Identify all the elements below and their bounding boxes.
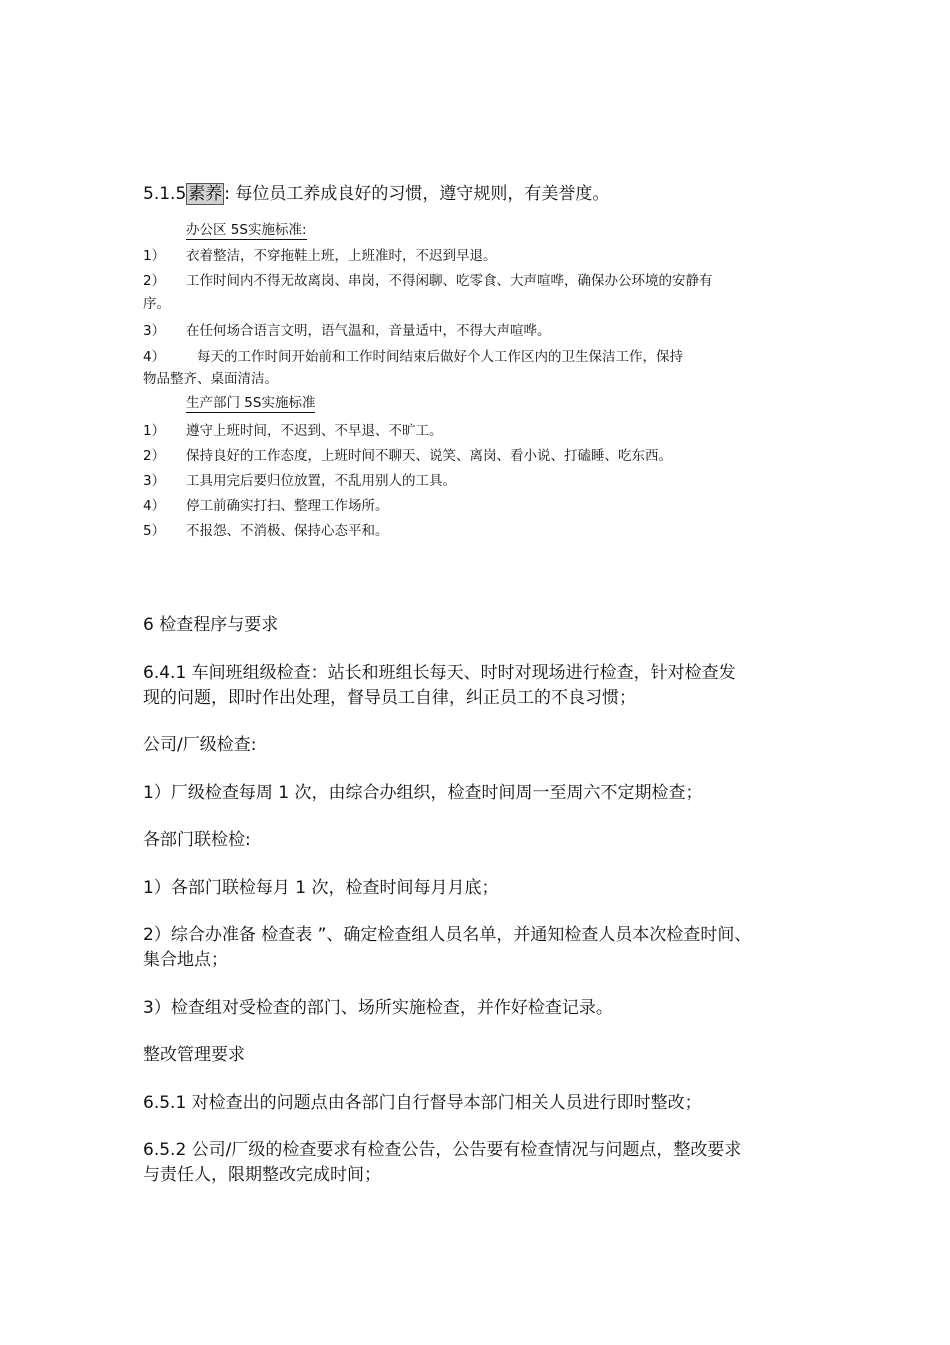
dept-check-item-3: 3）检查组对受检查的部门、场所实施检查，并作好检查记录。 (143, 998, 613, 1018)
office-item-2-continuation: 序。 (143, 296, 170, 312)
para-641-line-2: 现的问题，即时作出处理，督导员工自律，纠正员工的不良习惯； (143, 688, 636, 708)
dept-check-item-1: 1）各部门联检每月 1 次，检查时间每月月底； (143, 878, 499, 898)
production-item-4-number: 4） (143, 498, 166, 514)
production-item-5-number: 5） (143, 523, 166, 539)
office-item-1-text: 衣着整洁，不穿拖鞋上班，上班准时，不迟到早退。 (186, 248, 497, 264)
section-6-title: 6 检查程序与要求 (143, 615, 279, 635)
company-check-heading: 公司/厂级检查: (143, 735, 257, 755)
production-item-2-number: 2） (143, 448, 166, 464)
office-heading: 办公区 5S实施标准: (186, 222, 307, 238)
para-641-line-1: 6.4.1 车间班组级检查：站长和班组长每天、时时对现场进行检查，针对检查发 (143, 663, 736, 683)
office-item-2-text: 工作时间内不得无故离岗、串岗，不得闲聊、吃零食、大声喧哗，确保办公环境的安静有 (186, 273, 713, 289)
production-item-5-text: 不报怨、不消极、保持心态平和。 (186, 523, 389, 539)
dept-check-heading: 各部门联检检: (143, 830, 251, 850)
office-item-3-text: 在任何场合语言文明，语气温和，音量适中，不得大声喧哗。 (186, 323, 551, 339)
office-item-2-number: 2） (143, 273, 166, 289)
para-651: 6.5.1 对检查出的问题点由各部门自行督导本部门相关人员进行即时整改； (143, 1093, 702, 1113)
production-item-2-text: 保持良好的工作态度，上班时间不聊天、说笑、离岗、看小说、打磕睡、吃东西。 (186, 448, 672, 464)
production-item-1-number: 1） (143, 423, 166, 439)
office-item-4-number: 4） (143, 349, 166, 365)
office-item-4-continuation: 物品整齐、桌面清洁。 (143, 371, 278, 387)
section-515-term: 素养 (188, 184, 223, 204)
production-heading: 生产部门 5S实施标准 (186, 395, 316, 411)
rectify-heading: 整改管理要求 (143, 1045, 245, 1065)
production-item-3-number: 3） (143, 473, 166, 489)
para-652-line-2: 与责任人，限期整改完成时间； (143, 1165, 381, 1185)
production-item-3-text: 工具用完后要归位放置，不乱用别人的工具。 (186, 473, 456, 489)
dept-check-item-2-line-1: 2）综合办准备 检查表 ”、确定检查组人员名单，并通知检查人员本次检查时间、 (143, 925, 752, 945)
office-item-3-number: 3） (143, 323, 166, 339)
office-item-4-text: 每天的工作时间开始前和工作时间结束后做好个人工作区内的卫生保洁工作，保持 (197, 349, 683, 365)
company-check-item-1: 1）厂级检查每周 1 次，由综合办组织，检查时间周一至周六不定期检查； (143, 783, 703, 803)
office-item-1-number: 1） (143, 248, 166, 264)
para-652-line-1: 6.5.2 公司/厂级的检查要求有检查公告，公告要有检查情况与问题点，整改要求 (143, 1140, 742, 1160)
dept-check-item-2-line-2: 集合地点； (143, 950, 228, 970)
production-item-4-text: 停工前确实打扫、整理工作场所。 (186, 498, 389, 514)
section-515-number: 5.1.5 (143, 184, 187, 204)
section-515-text: : 每位员工养成良好的习惯，遵守规则，有美誉度。 (224, 184, 610, 204)
section-515-heading (143, 179, 609, 204)
production-item-1-text: 遵守上班时间，不迟到、不早退、不旷工。 (186, 423, 443, 439)
